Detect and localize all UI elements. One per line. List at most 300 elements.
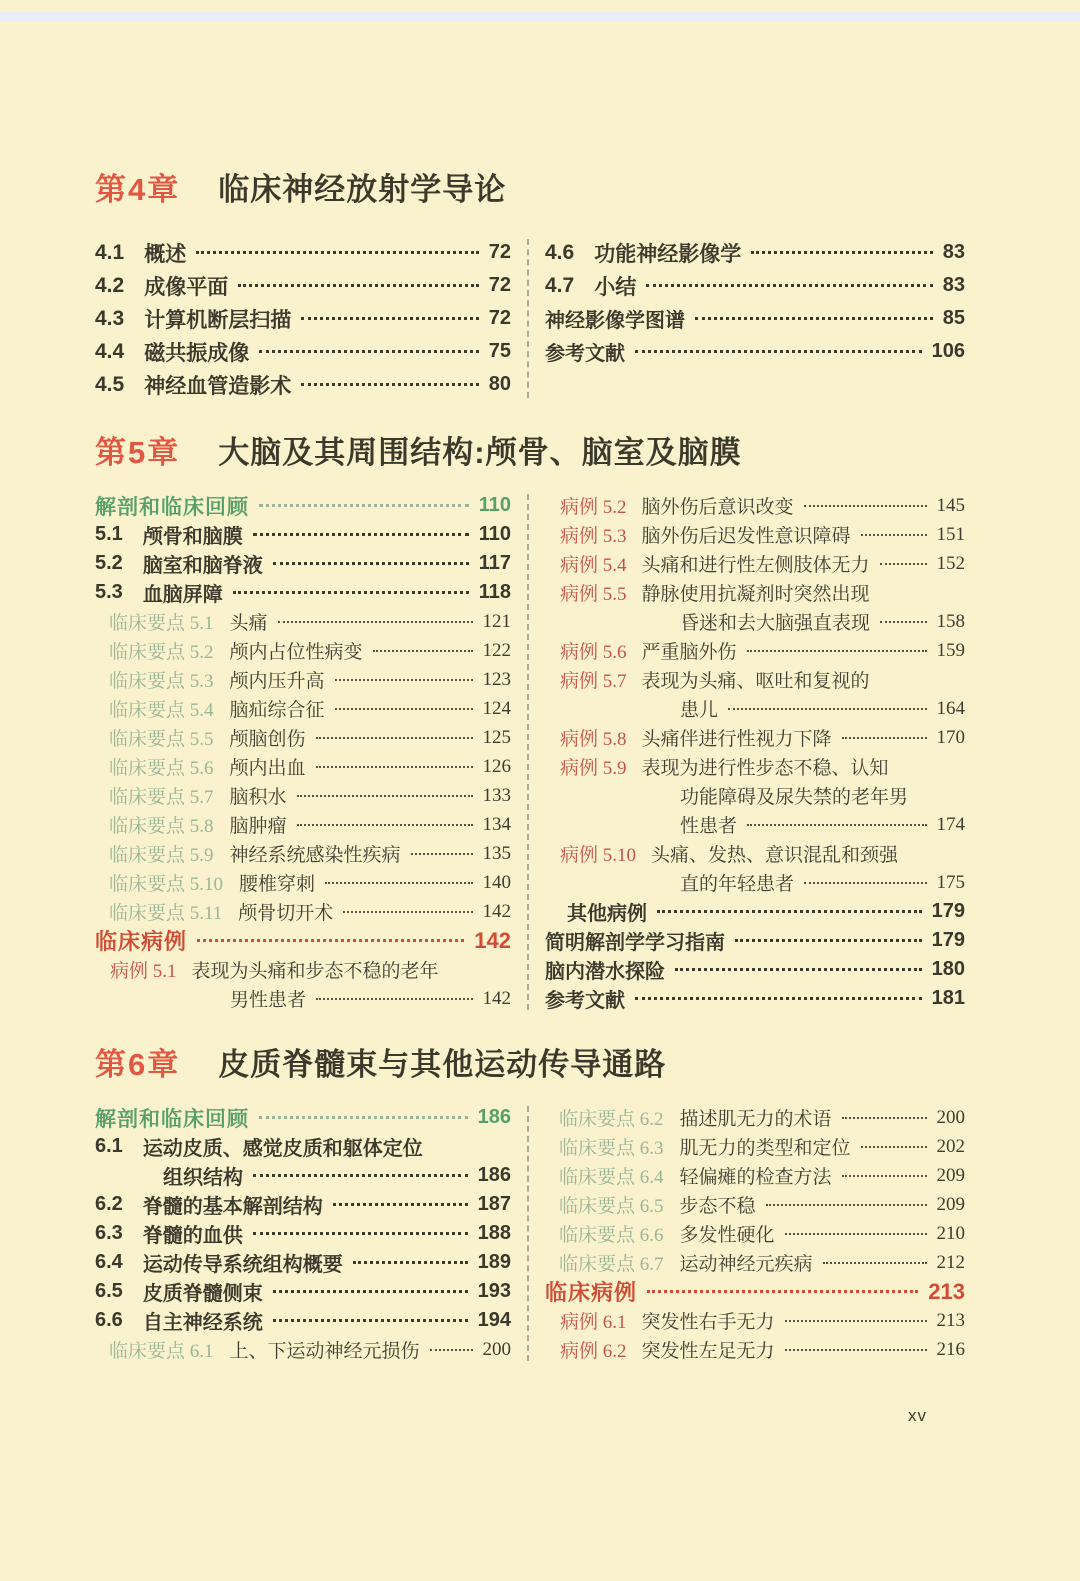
entry-number: 6.2 xyxy=(95,1193,123,1215)
entry-page-number: 126 xyxy=(482,755,511,777)
toc-entry-kp xyxy=(95,1335,511,1364)
entry-page-number: 122 xyxy=(482,639,511,661)
toc-entry-line xyxy=(560,607,965,636)
entry-label: 临床要点 5.5 xyxy=(109,729,214,750)
entry-label: 临床要点 6.1 xyxy=(109,1341,214,1362)
entry-number: 5.2 xyxy=(95,552,123,574)
dot-leader xyxy=(253,533,469,536)
toc-entry-kp xyxy=(95,810,511,839)
entry-text: 脊髓的基本解剖结构 xyxy=(142,1196,323,1218)
entry-page-number: 186 xyxy=(477,1106,511,1128)
entry-page-number: 85 xyxy=(942,307,965,329)
toc-column-left xyxy=(95,1103,511,1364)
toc-entry-line xyxy=(95,302,511,335)
toc-entry-line xyxy=(95,1219,511,1248)
dot-leader xyxy=(880,621,926,623)
entry-text: 参考文献 xyxy=(545,343,625,365)
toc-entry-case xyxy=(545,1335,965,1364)
entry-text: 计算机断层扫描 xyxy=(144,308,292,332)
entry-page-number: 72 xyxy=(488,274,511,296)
toc-column-left xyxy=(95,236,511,401)
dot-leader xyxy=(253,1232,468,1235)
chapter-5 xyxy=(95,431,967,1013)
entry-page-number: 106 xyxy=(931,340,965,362)
entry-text: 解剖和临床回顾 xyxy=(95,495,249,519)
toc-entry-line xyxy=(95,1132,511,1161)
toc-entry-line xyxy=(95,1190,511,1219)
entry-text: 其他病例 xyxy=(567,903,647,925)
toc-entry-num xyxy=(545,236,965,269)
entry-text: 血脑屏障 xyxy=(142,584,223,606)
entry-page-number: 72 xyxy=(488,241,511,263)
entry-label: 临床要点 5.7 xyxy=(109,787,214,808)
entry-page-number: 145 xyxy=(936,494,965,516)
dot-leader xyxy=(804,882,926,884)
entry-text: 肌无力的类型和定位 xyxy=(679,1138,851,1159)
entry-text-continuation: 功能障碍及尿失禁的老年男 xyxy=(680,787,909,808)
entry-label: 病例 5.9 xyxy=(560,758,627,779)
toc-entry-line xyxy=(567,897,965,926)
entry-text: 磁共振成像 xyxy=(144,341,250,365)
dot-leader xyxy=(259,504,469,507)
entry-text: 脑外伤后意识改变 xyxy=(641,497,794,518)
toc-entry-line xyxy=(109,897,511,926)
dot-leader xyxy=(253,1174,468,1177)
dot-leader xyxy=(325,882,472,884)
entry-text: 表现为进行性步态不稳、认知 xyxy=(641,758,889,779)
entry-number: 6.1 xyxy=(95,1135,123,1157)
dot-leader xyxy=(728,708,926,710)
entry-text: 颅骨和脑膜 xyxy=(142,526,243,548)
entry-text: 表现为头痛、呕吐和复视的 xyxy=(641,671,870,692)
toc-entry-kp xyxy=(95,607,511,636)
entry-text: 神经系统感染性疾病 xyxy=(229,845,401,866)
toc-entry-case xyxy=(545,665,965,723)
entry-number: 4.4 xyxy=(95,339,125,363)
entry-page-number: 188 xyxy=(477,1222,511,1244)
toc-entry-section xyxy=(95,1103,511,1132)
entry-text-continuation: 昏迷和去大脑强直表现 xyxy=(680,613,871,634)
entry-text: 皮质脊髓侧束 xyxy=(142,1283,263,1305)
toc-entry-case xyxy=(545,578,965,636)
toc-column-right xyxy=(545,491,965,1013)
toc-entry-line xyxy=(560,665,965,694)
entry-text: 静脉使用抗凝剂时突然出现 xyxy=(641,584,870,605)
toc-entry-line xyxy=(560,723,965,752)
toc-entry-line xyxy=(559,1161,965,1190)
toc-entry-kp xyxy=(95,665,511,694)
dot-leader xyxy=(373,650,473,652)
toc-entry-line xyxy=(95,491,511,520)
entry-page-number: 80 xyxy=(488,373,511,395)
column-divider xyxy=(527,494,529,1010)
dot-leader xyxy=(316,766,473,768)
dot-leader xyxy=(430,1349,473,1351)
entry-page-number: 209 xyxy=(936,1193,965,1215)
toc-entry-case xyxy=(545,549,965,578)
entry-page-number: 83 xyxy=(942,241,965,263)
toc-entry-line xyxy=(545,1277,965,1306)
entry-label: 病例 6.2 xyxy=(560,1341,627,1362)
entry-text: 解剖和临床回顾 xyxy=(95,1107,249,1131)
entry-number: 6.5 xyxy=(95,1280,123,1302)
entry-text-continuation: 直的年轻患者 xyxy=(680,874,795,895)
entry-page-number: 181 xyxy=(931,987,965,1009)
entry-text: 脑室和脑脊液 xyxy=(142,555,263,577)
entry-text: 临床病例 xyxy=(95,929,188,954)
entry-text: 自主神经系统 xyxy=(142,1312,263,1334)
dot-leader xyxy=(297,824,473,826)
dot-leader xyxy=(675,968,922,971)
dot-leader xyxy=(785,1349,927,1351)
entry-text: 头痛 xyxy=(229,613,268,634)
chapter-heading xyxy=(95,168,967,212)
toc-entry-case xyxy=(545,636,965,665)
toc-entry-line xyxy=(560,520,965,549)
chapter-title: 大脑及其周围结构:颅骨、脑室及脑膜 xyxy=(218,435,742,470)
toc-entry-bold xyxy=(545,984,965,1013)
toc-entry-line xyxy=(560,868,965,897)
toc-entry-line xyxy=(560,578,965,607)
toc-entry-num xyxy=(95,335,511,368)
dot-leader xyxy=(273,1290,468,1293)
entry-page-number: 123 xyxy=(482,668,511,690)
dot-leader xyxy=(647,1290,918,1293)
entry-page-number: 159 xyxy=(936,639,965,661)
toc-entry-line xyxy=(560,810,965,839)
toc-column-left xyxy=(95,491,511,1013)
dot-leader xyxy=(861,1146,927,1148)
entry-text: 描述肌无力的术语 xyxy=(679,1109,832,1130)
entry-text: 脑内潜水探险 xyxy=(545,961,665,983)
entry-number: 4.3 xyxy=(95,306,125,330)
toc-entry-line xyxy=(545,955,965,984)
entry-label: 病例 5.5 xyxy=(560,584,627,605)
toc-entry-line xyxy=(109,868,511,897)
entry-text: 颅内占位性病变 xyxy=(229,642,363,663)
entry-text: 脊髓的血供 xyxy=(142,1225,243,1247)
entry-page-number: 121 xyxy=(482,610,511,632)
entry-text: 神经影像学图谱 xyxy=(545,310,685,332)
toc-entry-num xyxy=(95,1132,511,1190)
entry-number: 4.5 xyxy=(95,372,125,396)
entry-page-number: 200 xyxy=(936,1106,965,1128)
toc-entry-num xyxy=(95,520,511,549)
dot-leader xyxy=(695,317,933,320)
entry-page-number: 213 xyxy=(928,1278,965,1304)
dot-leader xyxy=(842,1175,927,1177)
entry-page-number: 210 xyxy=(936,1222,965,1244)
dot-leader xyxy=(196,251,479,254)
entry-label: 病例 5.1 xyxy=(110,961,177,982)
toc-entry-kp xyxy=(545,1248,965,1277)
toc-entry-num xyxy=(95,236,511,269)
entry-text: 神经血管造影术 xyxy=(144,374,292,398)
chapter-number: 第4章 xyxy=(95,172,181,207)
entry-page-number: 180 xyxy=(931,958,965,980)
entry-text-continuation: 患儿 xyxy=(680,700,719,721)
toc-entry-num xyxy=(95,1219,511,1248)
entry-page-number: 202 xyxy=(936,1135,965,1157)
entry-text-continuation: 男性患者 xyxy=(230,990,307,1011)
entry-page-number: 152 xyxy=(936,552,965,574)
entry-page-number: 110 xyxy=(478,523,511,545)
dot-leader xyxy=(842,737,927,739)
toc-entry-line xyxy=(109,723,511,752)
chapter-number: 第5章 xyxy=(95,435,181,470)
entry-page-number: 189 xyxy=(477,1251,511,1273)
entry-page-number: 142 xyxy=(482,900,511,922)
entry-text: 突发性左足无力 xyxy=(641,1341,775,1362)
entry-page-number: 110 xyxy=(478,494,511,516)
entry-label: 病例 5.4 xyxy=(560,555,627,576)
dot-leader xyxy=(335,708,473,710)
toc-entry-line xyxy=(109,636,511,665)
toc-entry-kp xyxy=(95,636,511,665)
toc-entry-line xyxy=(109,781,511,810)
toc-entry-line xyxy=(560,694,965,723)
dot-leader xyxy=(233,591,469,594)
entry-text: 多发性硬化 xyxy=(679,1225,775,1246)
toc-entry-line xyxy=(110,984,511,1013)
toc-entry-line xyxy=(95,1248,511,1277)
entry-label: 临床要点 5.1 xyxy=(109,613,214,634)
toc-entry-num xyxy=(95,549,511,578)
toc-entry-kp xyxy=(95,723,511,752)
entry-number: 5.3 xyxy=(95,581,123,603)
entry-label: 临床要点 6.6 xyxy=(559,1225,664,1246)
dot-leader xyxy=(747,824,926,826)
toc-entry-line xyxy=(545,269,965,302)
toc-entry-line xyxy=(560,491,965,520)
entry-label: 病例 5.3 xyxy=(560,526,627,547)
chapter-title: 临床神经放射学导论 xyxy=(218,172,507,207)
toc-entry-bold xyxy=(545,335,965,368)
entry-text: 头痛和进行性左侧肢体无力 xyxy=(641,555,870,576)
entry-text: 成像平面 xyxy=(144,275,229,299)
toc-entry-case xyxy=(545,520,965,549)
toc-entry-line xyxy=(95,335,511,368)
entry-number: 6.6 xyxy=(95,1309,123,1331)
dot-leader xyxy=(646,284,933,287)
entry-label: 临床要点 5.9 xyxy=(109,845,214,866)
toc-entry-line xyxy=(95,1161,511,1190)
toc-entry-num xyxy=(95,1190,511,1219)
entry-page-number: 212 xyxy=(936,1251,965,1273)
entry-label: 临床要点 6.3 xyxy=(559,1138,664,1159)
entry-text: 参考文献 xyxy=(545,990,625,1012)
toc-entry-line xyxy=(95,578,511,607)
entry-page-number: 164 xyxy=(936,697,965,719)
entry-page-number: 83 xyxy=(942,274,965,296)
entry-page-number: 193 xyxy=(477,1280,511,1302)
entry-label: 病例 5.7 xyxy=(560,671,627,692)
toc-entry-line xyxy=(109,810,511,839)
toc-entry-line xyxy=(560,636,965,665)
entry-page-number: 170 xyxy=(936,726,965,748)
entry-page-number: 187 xyxy=(477,1193,511,1215)
entry-text: 头痛伴进行性视力下降 xyxy=(641,729,832,750)
entry-page-number: 200 xyxy=(482,1338,511,1360)
chapter-columns xyxy=(95,491,967,1013)
entry-page-number: 72 xyxy=(488,307,511,329)
toc-entry-kp xyxy=(95,897,511,926)
entry-page-number: 213 xyxy=(936,1309,965,1331)
toc-column-right xyxy=(545,236,965,401)
toc-entry-bold xyxy=(545,955,965,984)
entry-page-number: 117 xyxy=(478,552,511,574)
dot-leader xyxy=(785,1320,927,1322)
dot-leader xyxy=(297,795,473,797)
entry-label: 病例 6.1 xyxy=(560,1312,627,1333)
entry-text: 步态不稳 xyxy=(679,1196,756,1217)
dot-leader xyxy=(301,317,479,320)
toc-entry-kp xyxy=(545,1132,965,1161)
entry-page-number: 135 xyxy=(482,842,511,864)
toc-entry-kp xyxy=(545,1190,965,1219)
toc-entry-line xyxy=(545,926,965,955)
entry-text: 简明解剖学学习指南 xyxy=(545,932,725,954)
entry-page-number: 133 xyxy=(482,784,511,806)
dot-leader xyxy=(301,383,479,386)
chapter-6 xyxy=(95,1043,967,1364)
entry-text: 颅骨切开术 xyxy=(238,903,334,924)
toc-entry-line xyxy=(559,1190,965,1219)
toc-entry-line xyxy=(110,955,511,984)
chapter-title: 皮质脊髓束与其他运动传导通路 xyxy=(218,1047,667,1082)
toc-entry-line xyxy=(560,752,965,781)
entry-page-number: 194 xyxy=(477,1309,511,1331)
toc-entry-line xyxy=(109,839,511,868)
toc-entry-num xyxy=(95,1306,511,1335)
entry-label: 临床要点 5.11 xyxy=(109,903,223,924)
toc-entry-line xyxy=(95,1103,511,1132)
dot-leader xyxy=(751,251,933,254)
toc-entry-line xyxy=(109,1335,511,1364)
entry-label: 病例 5.6 xyxy=(560,642,627,663)
entry-label: 临床要点 6.4 xyxy=(559,1167,664,1188)
toc-entry-case xyxy=(545,839,965,897)
toc-entry-line xyxy=(559,1219,965,1248)
column-divider xyxy=(527,239,529,398)
entry-page-number: 151 xyxy=(936,523,965,545)
entry-page-number: 142 xyxy=(474,927,511,953)
chapter-number: 第6章 xyxy=(95,1047,181,1082)
entry-text: 严重脑外伤 xyxy=(641,642,737,663)
entry-text: 颅脑创伤 xyxy=(229,729,306,750)
entry-page-number: 118 xyxy=(478,581,511,603)
entry-text: 小结 xyxy=(594,275,637,299)
chapter-heading xyxy=(95,1043,967,1087)
entry-label: 临床要点 6.7 xyxy=(559,1254,664,1275)
page-number-footer: xv xyxy=(908,1406,927,1425)
dot-leader xyxy=(273,1319,468,1322)
entry-text: 腰椎穿刺 xyxy=(239,874,316,895)
entry-text-continuation: 性患者 xyxy=(680,816,738,837)
entry-text: 脑外伤后迟发性意识障碍 xyxy=(641,526,851,547)
entry-text: 脑积水 xyxy=(229,787,287,808)
entry-label: 临床要点 6.5 xyxy=(559,1196,664,1217)
dot-leader xyxy=(278,621,473,623)
dot-leader xyxy=(197,939,464,942)
toc-entry-case xyxy=(545,723,965,752)
chapter-columns xyxy=(95,236,967,401)
entry-label: 临床要点 5.6 xyxy=(109,758,214,779)
entry-page-number: 174 xyxy=(936,813,965,835)
entry-label: 临床要点 5.4 xyxy=(109,700,214,721)
toc-entry-case xyxy=(545,1306,965,1335)
toc-entry-kp xyxy=(95,868,511,897)
toc-entry-num xyxy=(95,269,511,302)
dot-leader xyxy=(273,562,469,565)
entry-number: 4.1 xyxy=(95,240,125,264)
toc-entry-line xyxy=(560,1335,965,1364)
entry-page-number: 75 xyxy=(488,340,511,362)
dot-leader xyxy=(343,911,472,913)
dot-leader xyxy=(353,1261,468,1264)
toc-entry-line xyxy=(95,549,511,578)
entry-page-number: 175 xyxy=(936,871,965,893)
toc-entry-bold xyxy=(545,926,965,955)
entry-text-continuation: 组织结构 xyxy=(163,1167,243,1189)
dot-leader xyxy=(335,679,473,681)
toc-entry-line xyxy=(109,694,511,723)
entry-page-number: 140 xyxy=(482,871,511,893)
entry-text: 脑疝综合征 xyxy=(229,700,325,721)
entry-number: 5.1 xyxy=(95,523,123,545)
entry-label: 临床要点 5.8 xyxy=(109,816,214,837)
entry-label: 病例 5.8 xyxy=(560,729,627,750)
chapter-4 xyxy=(95,168,967,401)
dot-leader xyxy=(635,350,922,353)
toc-entry-cases-head xyxy=(95,926,511,955)
toc-entry-kp xyxy=(95,752,511,781)
toc-entry-num xyxy=(545,269,965,302)
toc-entry-line xyxy=(109,607,511,636)
dot-leader xyxy=(316,737,473,739)
dot-leader xyxy=(880,563,927,565)
toc-entry-line xyxy=(560,781,965,810)
dot-leader xyxy=(747,650,927,652)
entry-number: 6.3 xyxy=(95,1222,123,1244)
entry-label: 临床要点 6.2 xyxy=(559,1109,664,1130)
entry-page-number: 124 xyxy=(482,697,511,719)
entry-page-number: 179 xyxy=(931,900,965,922)
entry-label: 临床要点 5.3 xyxy=(109,671,214,692)
toc-entry-line xyxy=(95,1306,511,1335)
entry-text: 脑肿瘤 xyxy=(229,816,287,837)
toc-entry-line xyxy=(95,236,511,269)
entry-text: 概述 xyxy=(144,242,187,266)
toc-entry-line xyxy=(560,549,965,578)
dot-leader xyxy=(259,1116,468,1119)
entry-text: 功能神经影像学 xyxy=(594,242,742,266)
entry-text: 运动神经元疾病 xyxy=(679,1254,813,1275)
dot-leader xyxy=(804,505,927,507)
toc-entry-kp xyxy=(95,694,511,723)
entry-label: 临床要点 5.10 xyxy=(109,874,224,895)
toc-entry-line xyxy=(109,752,511,781)
entry-number: 4.2 xyxy=(95,273,125,297)
dot-leader xyxy=(411,853,473,855)
toc-column-right xyxy=(545,1103,965,1364)
toc-entry-kp xyxy=(545,1161,965,1190)
toc-entry-line xyxy=(95,520,511,549)
column-divider xyxy=(527,1106,529,1361)
entry-page-number: 125 xyxy=(482,726,511,748)
entry-label: 临床要点 5.2 xyxy=(109,642,214,663)
dot-leader xyxy=(635,997,922,1000)
